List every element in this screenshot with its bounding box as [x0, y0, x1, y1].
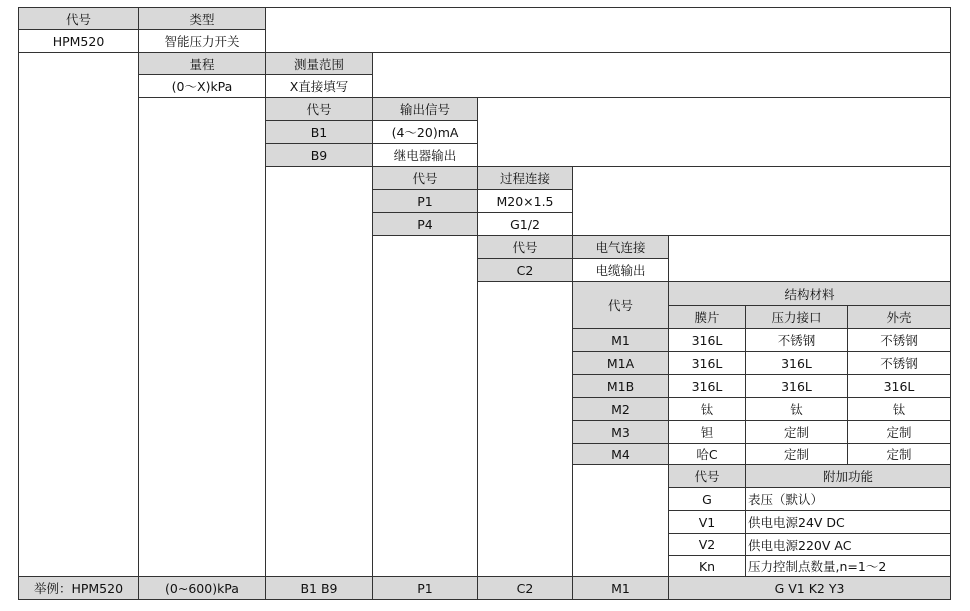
material-cell: 钛 [847, 397, 951, 421]
material-code: M3 [572, 420, 669, 444]
electric-value: 电缆输出 [572, 258, 669, 282]
material-code: M2 [572, 397, 669, 421]
material-cell: 哈C [668, 443, 746, 465]
example-material: M1 [572, 576, 669, 600]
model-code: HPM520 [18, 29, 139, 53]
blank-cell [138, 97, 266, 577]
process-value: M20×1.5 [477, 189, 573, 213]
material-code: M4 [572, 443, 669, 465]
example-electric: C2 [477, 576, 573, 600]
example-range: (0~600)kPa [138, 576, 266, 600]
material-code: M1B [572, 374, 669, 398]
process-value: G1/2 [477, 212, 573, 236]
material-col-header: 压力接口 [745, 305, 848, 329]
extra-value: 供电电源220V AC [745, 533, 951, 556]
material-code: M1A [572, 351, 669, 375]
extra-code: G [668, 487, 746, 511]
process-code-header: 代号 [372, 166, 478, 190]
material-cell: 定制 [847, 443, 951, 465]
extra-code: V1 [668, 510, 746, 534]
electric-code: C2 [477, 258, 573, 282]
signal-header: 输出信号 [372, 97, 478, 121]
material-col-header: 外壳 [847, 305, 951, 329]
process-code: P4 [372, 212, 478, 236]
process-header: 过程连接 [477, 166, 573, 190]
material-cell: 316L [668, 328, 746, 352]
blank-cell [265, 166, 373, 577]
material-cell: 不锈钢 [745, 328, 848, 352]
type-header: 类型 [138, 7, 266, 30]
extra-code: V2 [668, 533, 746, 556]
blank-cell [572, 464, 669, 577]
blank-cell [18, 52, 139, 577]
signal-code-header: 代号 [265, 97, 373, 121]
measure-header: 测量范围 [265, 52, 373, 75]
example-process: P1 [372, 576, 478, 600]
material-cell: 钛 [668, 397, 746, 421]
material-cell: 钛 [745, 397, 848, 421]
process-code: P1 [372, 189, 478, 213]
example-label: 举例：HPM520 [18, 576, 139, 600]
blank-cell [372, 235, 478, 577]
range-header: 量程 [138, 52, 266, 75]
material-cell: 不锈钢 [847, 351, 951, 375]
blank-cell [668, 235, 951, 283]
material-cell: 不锈钢 [847, 328, 951, 352]
material-cell: 316L [847, 374, 951, 398]
code-header: 代号 [18, 7, 139, 30]
example-extra: G V1 K2 Y3 [668, 576, 951, 600]
extra-value: 供电电源24V DC [745, 510, 951, 534]
extra-header: 附加功能 [745, 464, 951, 488]
example-signal: B1 B9 [265, 576, 373, 600]
blank-cell [572, 166, 951, 237]
material-cell: 316L [745, 351, 848, 375]
material-col-header: 膜片 [668, 305, 746, 329]
range-value: (0～X)kPa [138, 74, 266, 98]
material-cell: 定制 [745, 420, 848, 444]
blank-cell [265, 7, 951, 53]
material-cell: 316L [668, 351, 746, 375]
blank-cell [477, 281, 573, 577]
extra-value: 压力控制点数量,n=1～2 [745, 555, 951, 577]
material-code: M1 [572, 328, 669, 352]
material-cell: 钽 [668, 420, 746, 444]
material-cell: 316L [668, 374, 746, 398]
extra-code: Kn [668, 555, 746, 577]
signal-value: (4～20)mA [372, 120, 478, 144]
material-cell: 316L [745, 374, 848, 398]
signal-code: B1 [265, 120, 373, 144]
extra-code-header: 代号 [668, 464, 746, 488]
extra-value: 表压（默认） [745, 487, 951, 511]
measure-value: X直接填写 [265, 74, 373, 98]
electric-code-header: 代号 [477, 235, 573, 259]
material-cell: 定制 [847, 420, 951, 444]
model-name: 智能压力开关 [138, 29, 266, 53]
material-code-header: 代号 [572, 281, 669, 329]
blank-cell [372, 52, 951, 99]
signal-value: 继电器输出 [372, 143, 478, 167]
electric-header: 电气连接 [572, 235, 669, 259]
material-header: 结构材料 [668, 281, 951, 306]
blank-cell [477, 97, 951, 167]
signal-code: B9 [265, 143, 373, 167]
material-cell: 定制 [745, 443, 848, 465]
